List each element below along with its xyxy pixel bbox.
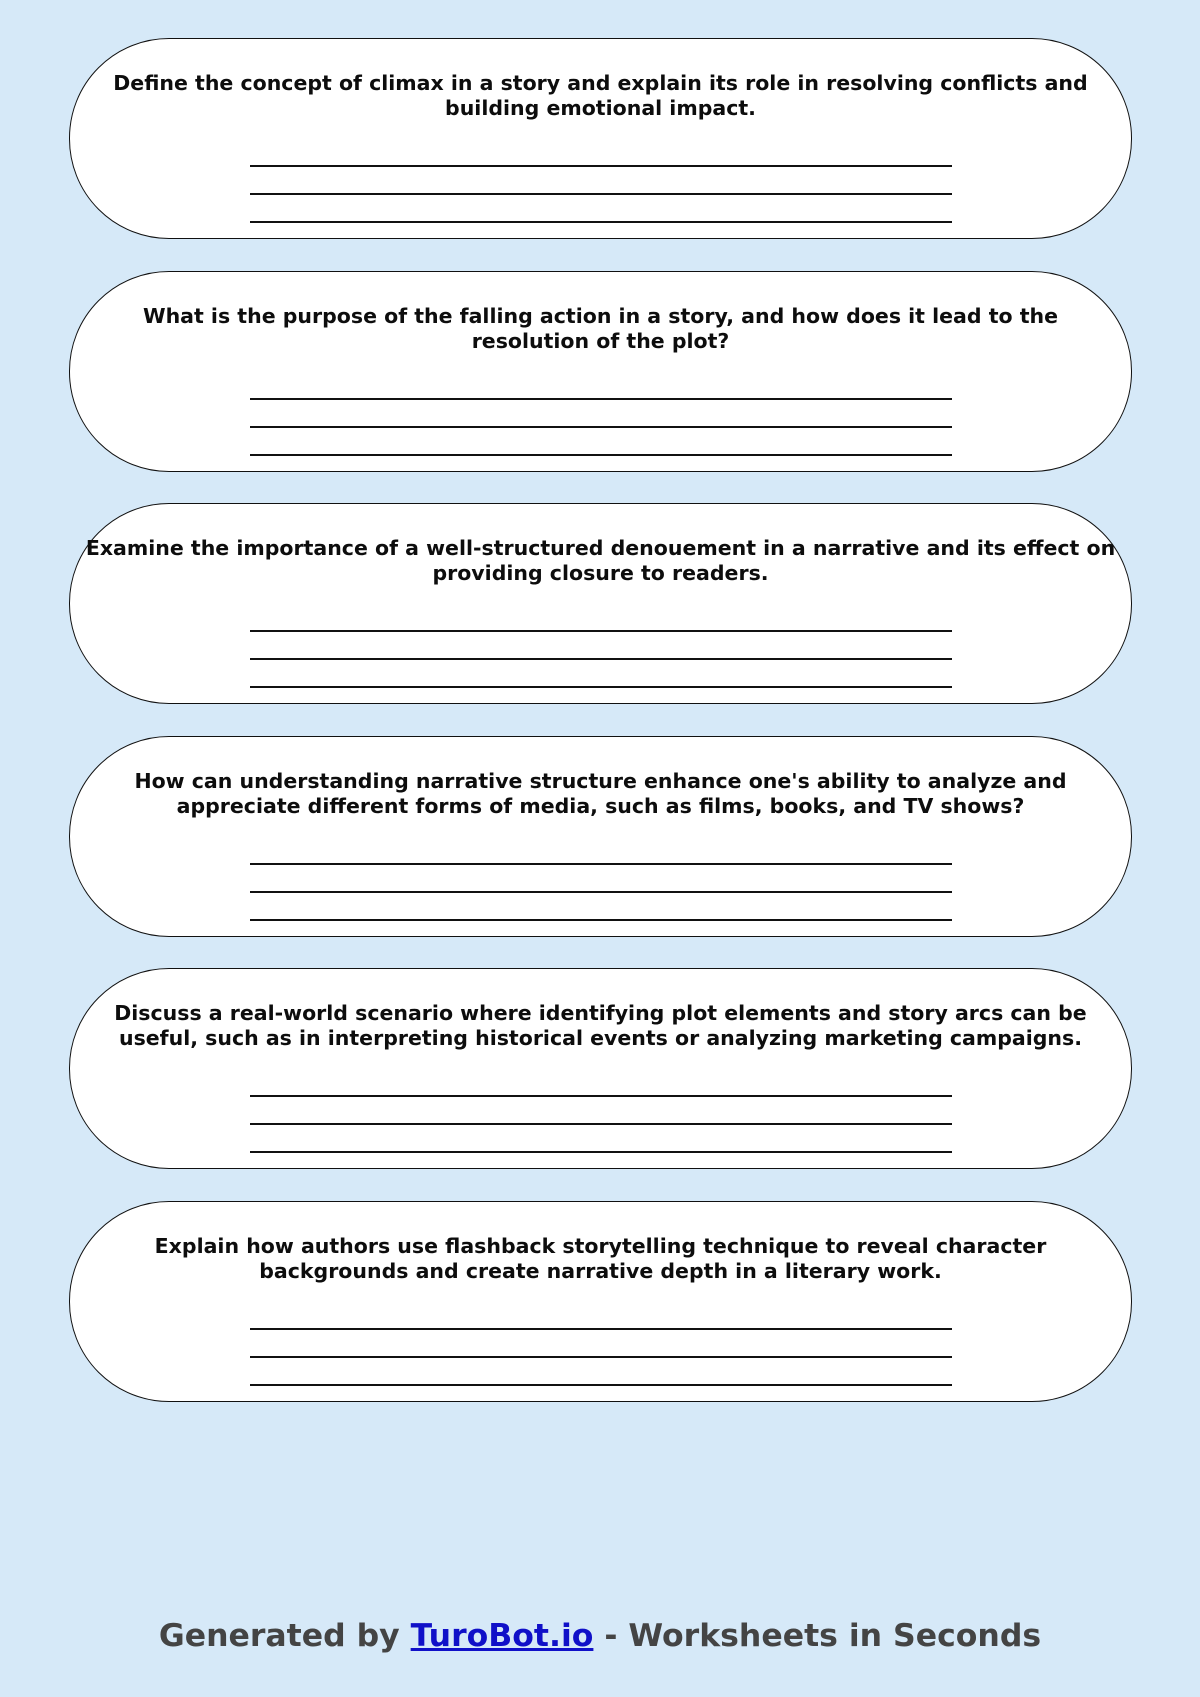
question-list xyxy=(69,38,1132,1433)
question-text: Discuss a real-world scenario where identifying plot elements and story arcs can be useful, such as in interpreting historical events or analyzing marketing campaigns. xyxy=(114,1001,1087,1050)
answer-line xyxy=(250,919,952,921)
question-card xyxy=(69,503,1132,704)
footer-prefix: Generated by xyxy=(158,1618,411,1654)
answer-line xyxy=(250,193,952,195)
question-card xyxy=(69,736,1132,937)
question-card xyxy=(69,1201,1132,1402)
question-card xyxy=(69,271,1132,472)
question-text: Define the concept of climax in a story and explain its role in resolving conflicts and building emotional impact. xyxy=(113,71,1088,120)
answer-line xyxy=(250,1095,952,1097)
question-card xyxy=(69,968,1132,1169)
answer-line xyxy=(250,1328,952,1330)
answer-line xyxy=(250,1356,952,1358)
footer-suffix: - Worksheets in Seconds xyxy=(593,1618,1042,1654)
answer-line xyxy=(250,426,952,428)
question-text: What is the purpose of the falling action in a story, and how does it lead to the resolution of the plot? xyxy=(142,303,1059,353)
answer-lines xyxy=(250,1095,952,1179)
answer-line xyxy=(250,686,952,688)
answer-line xyxy=(250,863,952,865)
answer-lines xyxy=(250,398,952,482)
answer-line xyxy=(250,1123,952,1125)
answer-lines xyxy=(250,630,952,714)
answer-line xyxy=(250,630,952,632)
answer-lines xyxy=(250,165,952,249)
turobot-link[interactable]: TuroBot.io xyxy=(410,1618,594,1654)
question-card xyxy=(69,38,1132,239)
answer-line xyxy=(250,398,952,400)
answer-line xyxy=(250,454,952,456)
answer-line xyxy=(250,658,952,660)
question-text: Examine the importance of a well-structured denouement in a narrative and its effect on providing closure to readers. xyxy=(85,536,1116,585)
answer-line xyxy=(250,165,952,167)
answer-line xyxy=(250,221,952,223)
answer-lines xyxy=(250,1328,952,1412)
question-text: Explain how authors use flashback storytelling technique to reveal character backgrounds and create narrative depth in a literary work. xyxy=(154,1233,1047,1283)
answer-line xyxy=(250,1384,952,1386)
answer-line xyxy=(250,891,952,893)
answer-lines xyxy=(250,863,952,947)
question-text: How can understanding narrative structure enhance one's ability to analyze and appreciate different forms of media, such as films, books, and TV shows? xyxy=(134,768,1067,818)
footer xyxy=(0,1618,1200,1654)
answer-line xyxy=(250,1151,952,1153)
